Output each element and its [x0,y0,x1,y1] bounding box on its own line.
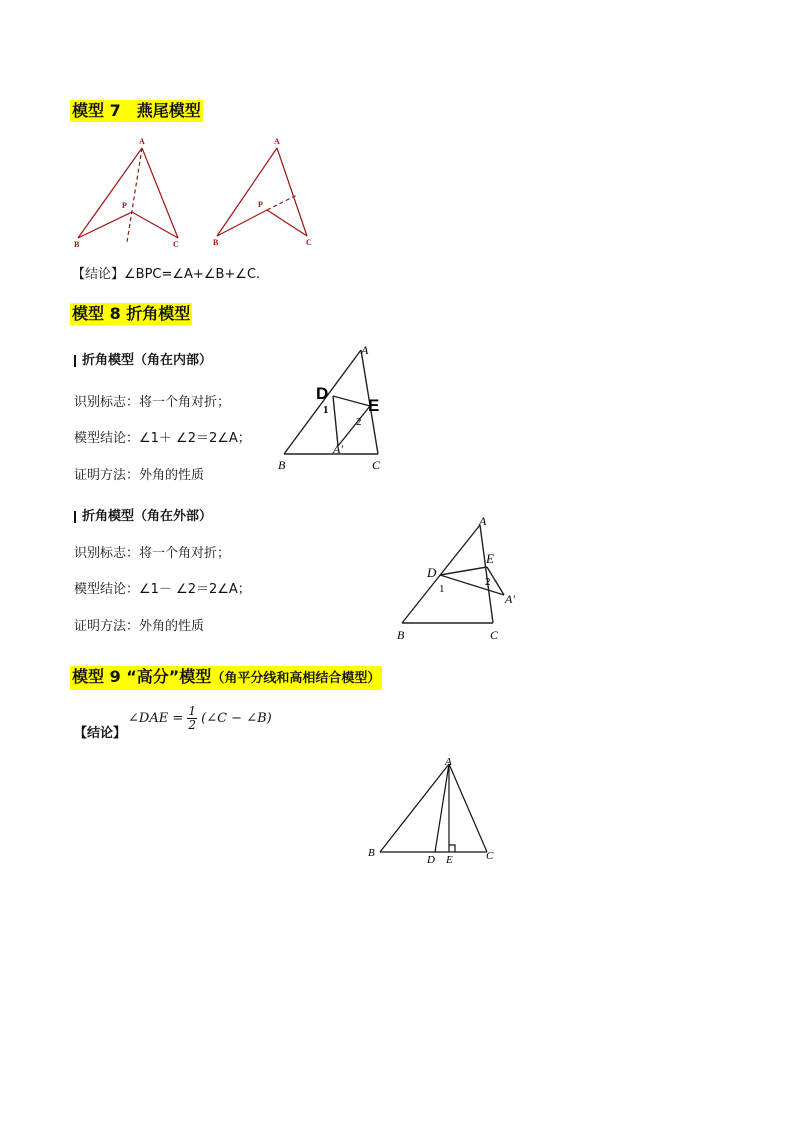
label-C: C [173,240,179,249]
label-P: P [258,200,263,209]
segment-DA2 [333,396,338,446]
fold-line-DE [440,567,487,575]
model8-title: 模型 8 折角模型 [72,304,191,323]
edge-BP [217,210,267,236]
right-angle-mark [449,845,455,852]
edge-AB [402,525,480,623]
bullet-marker [74,355,76,367]
label-D: D [316,384,329,403]
model8-outer-proof: 证明方法：外角的性质 [74,619,205,634]
label-E: E [446,854,453,866]
formula-fraction [187,705,197,732]
label-C: C [306,238,312,247]
model9-title: 模型 9 “高分”模型（角平分线和高相结合模型） [70,666,382,690]
edge-PC [132,212,178,238]
fold-inner-figure [270,338,400,478]
fold-line-DE [333,396,370,406]
model7-conclusion: 【结论】∠BPC=∠A+∠B+∠C. [72,267,261,282]
label-D: D [427,854,435,866]
label-A: A [445,756,452,768]
fraction-denominator: 2 [188,718,196,732]
label-B: B [278,458,286,472]
model8-inner-identify: 识别标志：将一个角对折； [74,395,231,410]
angle-bisector-AD [435,764,449,852]
model8-inner-proof: 证明方法：外角的性质 [74,468,205,483]
label-angle-2: 2 [485,576,491,588]
edge-AC [142,148,178,238]
swallowtail-figure-1 [60,130,200,255]
edge-AC [277,148,307,236]
label-A-prime: A' [505,592,515,606]
label-A: A [139,137,145,146]
model8-inner-heading: 折角模型（角在内部） [74,352,212,370]
label-C: C [490,628,499,642]
label-E: E [486,551,494,566]
label-angle-2: 2 [356,416,362,428]
label-A: A [274,137,280,146]
model9-formula [128,705,272,732]
label-D: D [427,565,437,580]
bullet-marker [74,511,76,523]
edge-AB [78,148,142,238]
label-B: B [368,847,375,859]
label-angle-1: 1 [323,404,329,416]
label-A: A [361,343,369,357]
formula-rhs: (∠C − ∠B) [201,711,272,726]
fold-outer-figure [390,505,530,645]
edge-BP [78,212,132,238]
model8-outer-heading: 折角模型（角在外部） [74,508,212,526]
label-P: P [122,201,127,210]
swallowtail-figure-2 [200,130,330,255]
model9-conclusion-label: 【结论】 [74,726,127,741]
label-E: E [368,396,380,415]
label-C: C [372,458,381,472]
formula-lhs: ∠DAE = [128,711,184,726]
edge-AC [449,764,487,852]
label-B: B [213,238,219,247]
edge-PC [267,210,307,236]
label-A: A [479,514,487,528]
model7-title: 模型 7 燕尾模型 [72,101,201,120]
model8-outer-identify: 识别标志：将一个角对折； [74,546,231,561]
label-A-prime: A' [333,442,343,456]
label-C: C [486,850,494,862]
model8-inner-conclusion: 模型结论：∠1＋ ∠2＝2∠A； [74,431,251,446]
label-angle-1: 1 [439,583,445,595]
extension-AP [127,148,142,242]
angle-bisector-altitude-figure [360,752,510,870]
segment-EA2 [338,406,370,446]
edge-AB [217,148,277,236]
label-B: B [74,240,80,249]
fraction-numerator: 1 [188,704,196,718]
label-B: B [397,628,405,642]
model8-outer-conclusion: 模型结论：∠1－ ∠2＝2∠A； [74,582,251,597]
extension-BP [267,195,297,210]
edge-AB [380,764,449,852]
